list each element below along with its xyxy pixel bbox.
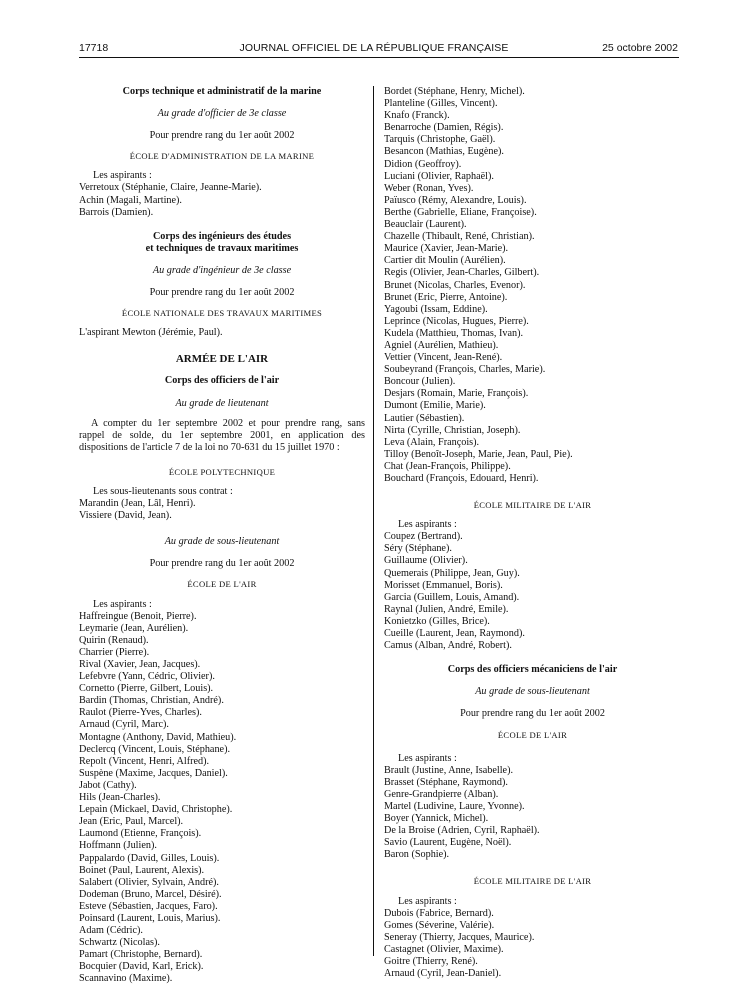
name-entry: Quirin (Renaud). bbox=[79, 634, 149, 646]
name-entry: Barrois (Damien). bbox=[79, 206, 154, 218]
name-entry: Regis (Olivier, Jean-Charles, Gilbert). bbox=[384, 267, 540, 279]
page-header bbox=[0, 42, 748, 58]
name-entry: Tarquis (Christophe, Gaël). bbox=[384, 134, 496, 146]
name-entry: Benarroche (Damien, Régis). bbox=[384, 122, 504, 134]
name-entry: Marandin (Jean, Lâl, Henri). bbox=[79, 498, 196, 510]
name-entry: Berthe (Gabrielle, Eliane, Françoise). bbox=[384, 206, 537, 218]
name-entry: Raynal (Julien, André, Emile). bbox=[384, 603, 509, 615]
name-entry: Jabot (Cathy). bbox=[79, 779, 137, 791]
name-entry: Dubois (Fabrice, Bernard). bbox=[384, 907, 494, 919]
name-entry: Pamart (Christophe, Bernard). bbox=[79, 949, 203, 961]
name-entry: Maurice (Xavier, Jean-Marie). bbox=[384, 243, 509, 255]
grade-heading: Au grade de sous-lieutenant bbox=[475, 686, 590, 698]
name-entry: Païusco (Rémy, Alexandre, Louis). bbox=[384, 194, 527, 206]
name-entry: Repolt (Vincent, Henri, Alfred). bbox=[79, 755, 210, 767]
name-entry: Séry (Stéphane). bbox=[384, 543, 452, 555]
name-entry: Bouchard (François, Edouard, Henri). bbox=[384, 473, 539, 484]
name-entry: Weber (Ronan, Yves). bbox=[384, 182, 474, 194]
rank-date: Pour prendre rang du 1er août 2002 bbox=[149, 130, 295, 142]
name-entry: Arnaud (Cyril, Jean-Daniel). bbox=[384, 968, 502, 980]
name-list bbox=[79, 182, 365, 218]
name-entry: Jean (Eric, Paul, Marcel). bbox=[79, 816, 184, 828]
army-heading: ARMÉE DE L'AIR bbox=[175, 353, 269, 366]
name-entry: Rival (Xavier, Jean, Jacques). bbox=[79, 659, 201, 670]
name-entry: Guillaume (Olivier). bbox=[384, 555, 468, 567]
list-label: Les aspirants : bbox=[398, 752, 457, 764]
name-entry: Soubeyrand (François, Charles, Marie). bbox=[384, 364, 546, 376]
name-entry: Verretoux (Stéphanie, Claire, Jeanne-Marie). bbox=[79, 182, 262, 194]
header-rule bbox=[79, 57, 679, 58]
name-entry: Vettier (Vincent, Jean-René). bbox=[384, 352, 503, 364]
name-entry: Quemerais (Philippe, Jean, Guy). bbox=[384, 567, 520, 579]
name-entry: Cartier dit Moulin (Aurélien). bbox=[384, 255, 506, 267]
school-heading: ÉCOLE DE L'AIR bbox=[187, 579, 257, 590]
name-entry: Bardin (Thomas, Christian, André). bbox=[79, 695, 224, 707]
name-entry: Dumont (Emilie, Marie). bbox=[384, 400, 486, 412]
name-entry: Hils (Jean-Charles). bbox=[79, 792, 161, 804]
school-heading: ÉCOLE DE L'AIR bbox=[497, 729, 568, 740]
name-entry: Brunet (Nicolas, Charles, Evenor). bbox=[384, 279, 526, 291]
name-entry: Boncour (Julien). bbox=[384, 376, 456, 388]
school-heading: ÉCOLE D'ADMINISTRATION DE LA MARINE bbox=[129, 151, 315, 162]
name-entry: Arnaud (Cyril, Marc). bbox=[79, 719, 169, 731]
name-entry: Vissiere (David, Jean). bbox=[79, 510, 172, 522]
name-entry: Laumond (Etienne, François). bbox=[79, 828, 202, 840]
name-entry: Salabert (Olivier, Sylvain, André). bbox=[79, 876, 219, 888]
name-entry: Charrier (Pierre). bbox=[79, 646, 150, 658]
name-entry: Bordet (Stéphane, Henry, Michel). bbox=[384, 86, 525, 97]
list-label: Les aspirants : bbox=[398, 519, 457, 531]
name-entry: Adam (Cédric). bbox=[79, 925, 143, 937]
section-title: Corps des officiers de l'air bbox=[164, 375, 280, 387]
legal-paragraph: A compter du 1er septembre 2002 et pour prendre rang, sans rappel de solde, du 1er septembre 2001, en application des dispositions de l'article 7 de la loi no 70-631 du 15 juillet 1970 : bbox=[79, 417, 365, 453]
name-list bbox=[384, 765, 681, 862]
section-title: Corps des ingénieurs des études bbox=[152, 230, 292, 242]
grade-heading: Au grade de lieutenant bbox=[175, 397, 269, 409]
name-entry: Genre-Grandpierre (Alban). bbox=[384, 788, 499, 800]
name-entry: Konietzko (Gilles, Brice). bbox=[384, 615, 490, 627]
name-entry: Leva (Alain, François). bbox=[384, 436, 480, 448]
list-label: Les sous-lieutenants sous contrat : bbox=[93, 485, 233, 497]
name-entry: Savio (Laurent, Eugène, Noël). bbox=[384, 837, 512, 849]
name-list bbox=[79, 498, 365, 522]
name-entry: Hoffmann (Julien). bbox=[79, 840, 157, 852]
name-entry: Tilloy (Benoît-Joseph, Marie, Jean, Paul, Pie). bbox=[384, 448, 573, 460]
rank-date: Pour prendre rang du 1er août 2002 bbox=[460, 708, 605, 720]
name-entry: Kudela (Matthieu, Thomas, Ivan). bbox=[384, 327, 524, 339]
name-entry: Luciani (Olivier, Raphaël). bbox=[384, 170, 494, 182]
name-entry: Pappalardo (David, Gilles, Louis). bbox=[79, 852, 220, 864]
name-entry: Suspène (Maxime, Jacques, Daniel). bbox=[79, 767, 228, 779]
name-entry: Coupez (Bertrand). bbox=[384, 531, 463, 543]
school-heading: ÉCOLE NATIONALE DES TRAVAUX MARITIMES bbox=[121, 308, 323, 319]
name-list bbox=[384, 908, 681, 981]
name-entry: Esteve (Sébastien, Jacques, Faro). bbox=[79, 900, 218, 912]
right-column bbox=[384, 86, 681, 980]
name-entry: Lefebvre (Yann, Cédric, Olivier). bbox=[79, 671, 215, 683]
name-entry: Brunet (Eric, Pierre, Antoine). bbox=[384, 291, 508, 303]
name-entry: Raulot (Pierre-Yves, Charles). bbox=[79, 707, 202, 719]
name-entry: Leymarie (Jean, Aurélien). bbox=[79, 622, 189, 634]
name-entry: Achin (Magali, Martine). bbox=[79, 194, 182, 206]
name-entry: Cornetto (Pierre, Gilbert, Louis). bbox=[79, 683, 214, 695]
name-entry: Leprince (Nicolas, Hugues, Pierre). bbox=[384, 315, 529, 327]
name-list bbox=[79, 611, 365, 986]
section-title: Corps des officiers mécaniciens de l'air bbox=[447, 664, 618, 676]
school-heading: ÉCOLE MILITAIRE DE L'AIR bbox=[473, 500, 592, 511]
name-entry: Nirta (Cyrille, Christian, Joseph). bbox=[384, 424, 521, 436]
name-entry: Brault (Justine, Anne, Isabelle). bbox=[384, 764, 514, 776]
name-entry: Schwartz (Nicolas). bbox=[79, 937, 160, 949]
name-list bbox=[384, 86, 681, 485]
name-entry: Yagoubi (Issam, Eddine). bbox=[384, 303, 488, 315]
page-number: 17718 bbox=[79, 42, 109, 54]
name-entry: Declercq (Vincent, Louis, Stéphane). bbox=[79, 743, 231, 755]
name-entry: Montagne (Anthony, David, Mathieu). bbox=[79, 731, 237, 743]
name-entry: Boinet (Paul, Laurent, Alexis). bbox=[79, 864, 205, 876]
journal-title: JOURNAL OFFICIEL DE LA RÉPUBLIQUE FRANÇAISE bbox=[239, 42, 509, 54]
name-entry: Besancon (Mathias, Eugène). bbox=[384, 146, 504, 158]
name-entry: Poinsard (Laurent, Louis, Marius). bbox=[79, 912, 221, 924]
grade-heading: Au grade d'ingénieur de 3e classe bbox=[152, 264, 292, 276]
name-entry: Didion (Geoffroy). bbox=[384, 158, 462, 170]
section-title-continued: et techniques de travaux maritimes bbox=[145, 242, 299, 254]
school-heading: ÉCOLE POLYTECHNIQUE bbox=[168, 466, 276, 477]
name-entry: Morisset (Emmanuel, Boris). bbox=[384, 579, 503, 591]
name-entry: Goitre (Thierry, René). bbox=[384, 956, 478, 967]
name-entry: Beauclair (Laurent). bbox=[384, 219, 467, 231]
name-entry: Bocquier (David, Karl, Erick). bbox=[79, 961, 204, 973]
list-label: Les aspirants : bbox=[93, 598, 152, 610]
name-list bbox=[384, 531, 681, 652]
name-entry: Agniel (Aurélien, Mathieu). bbox=[384, 339, 499, 351]
name-entry: Desjars (Romain, Marie, François). bbox=[384, 388, 529, 400]
list-label: Les aspirants : bbox=[93, 170, 152, 182]
school-heading: ÉCOLE MILITAIRE DE L'AIR bbox=[473, 876, 592, 887]
name-entry: Lautier (Sébastien). bbox=[384, 412, 465, 424]
column-separator bbox=[373, 86, 374, 956]
aspirant-line: L'aspirant Mewton (Jérémie, Paul). bbox=[79, 327, 223, 339]
name-entry: Castagnet (Olivier, Maxime). bbox=[384, 943, 504, 955]
name-entry: Chat (Jean-François, Philippe). bbox=[384, 460, 511, 472]
issue-date: 25 octobre 2002 bbox=[602, 42, 678, 54]
name-entry: Martel (Ludivine, Laure, Yvonne). bbox=[384, 800, 525, 812]
name-entry: De la Broise (Adrien, Cyril, Raphaël). bbox=[384, 825, 540, 837]
left-column bbox=[79, 86, 365, 986]
rank-date: Pour prendre rang du 1er août 2002 bbox=[149, 287, 295, 299]
name-entry: Garcia (Guillem, Louis, Amand). bbox=[384, 591, 520, 603]
section-title: Corps technique et administratif de la marine bbox=[122, 86, 322, 97]
grade-heading: Au grade de sous-lieutenant bbox=[164, 536, 280, 548]
rank-date: Pour prendre rang du 1er août 2002 bbox=[149, 558, 295, 570]
name-entry: Lepain (Mickael, David, Christophe). bbox=[79, 804, 233, 816]
name-entry: Boyer (Yannick, Michel). bbox=[384, 813, 489, 825]
name-entry: Brasset (Stéphane, Raymond). bbox=[384, 776, 508, 788]
list-label: Les aspirants : bbox=[398, 895, 457, 907]
name-entry: Scannavino (Maxime). bbox=[79, 973, 173, 985]
name-entry: Planteline (Gilles, Vincent). bbox=[384, 98, 498, 110]
name-entry: Dodeman (Bruno, Marcel, Désiré). bbox=[79, 888, 222, 900]
name-entry: Gomes (Séverine, Valérie). bbox=[384, 919, 495, 931]
name-entry: Chazelle (Thibault, René, Christian). bbox=[384, 231, 535, 243]
name-entry: Seneray (Thierry, Jacques, Maurice). bbox=[384, 931, 535, 943]
name-entry: Cueille (Laurent, Jean, Raymond). bbox=[384, 628, 525, 640]
grade-heading: Au grade d'officier de 3e classe bbox=[157, 108, 287, 120]
name-entry: Knafo (Franck). bbox=[384, 110, 450, 122]
name-entry: Camus (Alban, André, Robert). bbox=[384, 640, 512, 652]
name-entry: Haffreingue (Benoit, Pierre). bbox=[79, 610, 197, 622]
name-entry: Baron (Sophie). bbox=[384, 849, 450, 861]
